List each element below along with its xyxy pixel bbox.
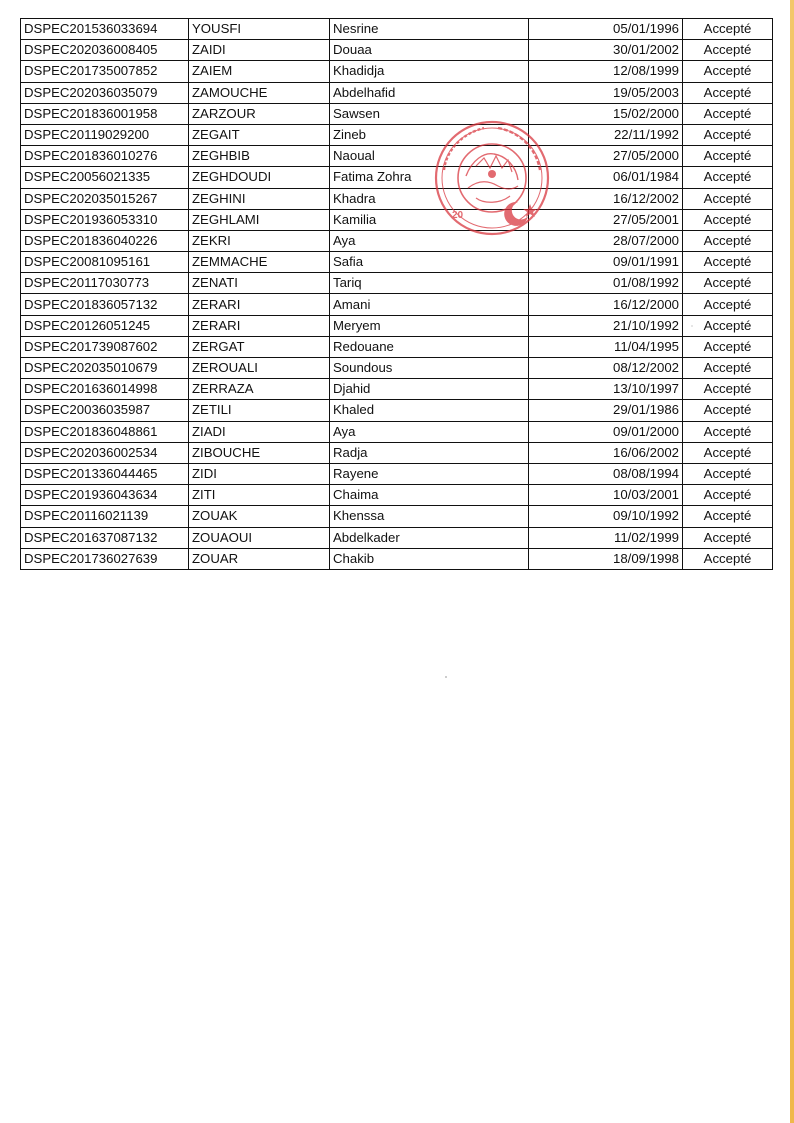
results-table-container (20, 18, 772, 570)
cell-first-name: Fatima Zohra (330, 167, 529, 188)
cell-last-name: ZOUAK (189, 506, 330, 527)
table-row (21, 82, 773, 103)
cell-id: DSPEC201936043634 (21, 485, 189, 506)
table-row (21, 209, 773, 230)
cell-birth-date: 16/06/2002 (529, 442, 683, 463)
cell-first-name: Zineb (330, 124, 529, 145)
cell-first-name: Sawsen (330, 103, 529, 124)
cell-first-name: Abdelkader (330, 527, 529, 548)
cell-last-name: ZERARI (189, 294, 330, 315)
cell-id: DSPEC201336044465 (21, 463, 189, 484)
cell-last-name: ZAIEM (189, 61, 330, 82)
cell-first-name: Djahid (330, 379, 529, 400)
cell-birth-date: 09/01/2000 (529, 421, 683, 442)
cell-id: DSPEC201836057132 (21, 294, 189, 315)
table-row (21, 61, 773, 82)
cell-id: DSPEC20126051245 (21, 315, 189, 336)
cell-status: Accepté (683, 527, 773, 548)
cell-birth-date: 19/05/2003 (529, 82, 683, 103)
cell-birth-date: 11/02/1999 (529, 527, 683, 548)
cell-first-name: Douaa (330, 40, 529, 61)
cell-id: DSPEC201739087602 (21, 336, 189, 357)
cell-status: Accepté (683, 252, 773, 273)
table-row (21, 294, 773, 315)
cell-last-name: ZAMOUCHE (189, 82, 330, 103)
table-row (21, 188, 773, 209)
cell-birth-date: 09/01/1991 (529, 252, 683, 273)
cell-first-name: Meryem (330, 315, 529, 336)
cell-status: Accepté (683, 358, 773, 379)
cell-id: DSPEC20116021139 (21, 506, 189, 527)
cell-birth-date: 30/01/2002 (529, 40, 683, 61)
cell-last-name: ZERARI (189, 315, 330, 336)
cell-status: Accepté (683, 146, 773, 167)
cell-birth-date: 10/03/2001 (529, 485, 683, 506)
table-row (21, 273, 773, 294)
table-row (21, 379, 773, 400)
cell-birth-date: 12/08/1999 (529, 61, 683, 82)
cell-first-name: Chakib (330, 548, 529, 569)
table-row (21, 230, 773, 251)
table-row (21, 40, 773, 61)
cell-first-name: Naoual (330, 146, 529, 167)
cell-id: DSPEC202036035079 (21, 82, 189, 103)
cell-first-name: Rayene (330, 463, 529, 484)
cell-id: DSPEC20081095161 (21, 252, 189, 273)
cell-id: DSPEC201735007852 (21, 61, 189, 82)
results-table-body (21, 19, 773, 570)
cell-id: DSPEC201636014998 (21, 379, 189, 400)
table-row (21, 252, 773, 273)
cell-status: Accepté (683, 294, 773, 315)
cell-last-name: ZEGHINI (189, 188, 330, 209)
cell-id: DSPEC201836001958 (21, 103, 189, 124)
cell-birth-date: 29/01/1986 (529, 400, 683, 421)
cell-first-name: Aya (330, 230, 529, 251)
cell-id: DSPEC20036035987 (21, 400, 189, 421)
scan-speck (691, 325, 693, 327)
cell-last-name: ZEROUALI (189, 358, 330, 379)
cell-id: DSPEC20117030773 (21, 273, 189, 294)
cell-status: Accepté (683, 40, 773, 61)
cell-last-name: ZOUAOUI (189, 527, 330, 548)
table-row (21, 527, 773, 548)
table-row (21, 146, 773, 167)
cell-status: Accepté (683, 188, 773, 209)
cell-last-name: ZEGHLAMI (189, 209, 330, 230)
cell-status: Accepté (683, 548, 773, 569)
cell-id: DSPEC201836048861 (21, 421, 189, 442)
cell-birth-date: 09/10/1992 (529, 506, 683, 527)
stamp-year-fragment: 20 (452, 210, 464, 221)
cell-id: DSPEC202036002534 (21, 442, 189, 463)
cell-birth-date: 08/12/2002 (529, 358, 683, 379)
cell-first-name: Khadidja (330, 61, 529, 82)
cell-last-name: ZIADI (189, 421, 330, 442)
cell-birth-date: 01/08/1992 (529, 273, 683, 294)
cell-status: Accepté (683, 442, 773, 463)
cell-birth-date: 05/01/1996 (529, 19, 683, 40)
table-row (21, 548, 773, 569)
cell-last-name: ZERRAZA (189, 379, 330, 400)
cell-id: DSPEC202035015267 (21, 188, 189, 209)
cell-status: Accepté (683, 124, 773, 145)
cell-id: DSPEC201936053310 (21, 209, 189, 230)
table-row (21, 167, 773, 188)
table-row (21, 315, 773, 336)
cell-last-name: ZARZOUR (189, 103, 330, 124)
cell-status: Accepté (683, 273, 773, 294)
cell-first-name: Amani (330, 294, 529, 315)
cell-id: DSPEC201836010276 (21, 146, 189, 167)
cell-first-name: Kamilia (330, 209, 529, 230)
cell-last-name: ZETILI (189, 400, 330, 421)
cell-id: DSPEC201637087132 (21, 527, 189, 548)
cell-status: Accepté (683, 463, 773, 484)
cell-birth-date: 11/04/1995 (529, 336, 683, 357)
cell-last-name: ZIDI (189, 463, 330, 484)
cell-status: Accepté (683, 103, 773, 124)
cell-birth-date: 27/05/2000 (529, 146, 683, 167)
cell-first-name: Aya (330, 421, 529, 442)
cell-status: Accepté (683, 167, 773, 188)
cell-birth-date: 21/10/1992 (529, 315, 683, 336)
cell-first-name: Safia (330, 252, 529, 273)
cell-id: DSPEC20056021335 (21, 167, 189, 188)
cell-first-name: Radja (330, 442, 529, 463)
cell-first-name: Redouane (330, 336, 529, 357)
cell-id: DSPEC20119029200 (21, 124, 189, 145)
cell-birth-date: 27/05/2001 (529, 209, 683, 230)
page-edge-strip (790, 0, 794, 1123)
table-row (21, 358, 773, 379)
table-row (21, 442, 773, 463)
table-row (21, 124, 773, 145)
cell-id: DSPEC202035010679 (21, 358, 189, 379)
cell-birth-date: 15/02/2000 (529, 103, 683, 124)
table-row (21, 400, 773, 421)
table-row (21, 506, 773, 527)
cell-last-name: ZERGAT (189, 336, 330, 357)
table-row (21, 19, 773, 40)
cell-status: Accepté (683, 485, 773, 506)
table-row (21, 485, 773, 506)
cell-last-name: ZITI (189, 485, 330, 506)
table-row (21, 421, 773, 442)
cell-last-name: YOUSFI (189, 19, 330, 40)
cell-id: DSPEC201536033694 (21, 19, 189, 40)
cell-first-name: Tariq (330, 273, 529, 294)
cell-status: Accepté (683, 209, 773, 230)
cell-status: Accepté (683, 400, 773, 421)
cell-status: Accepté (683, 230, 773, 251)
cell-status: Accepté (683, 379, 773, 400)
cell-birth-date: 06/01/1984 (529, 167, 683, 188)
cell-last-name: ZAIDI (189, 40, 330, 61)
table-row (21, 463, 773, 484)
cell-first-name: Khenssa (330, 506, 529, 527)
cell-status: Accepté (683, 315, 773, 336)
cell-first-name: Khaled (330, 400, 529, 421)
cell-status: Accepté (683, 336, 773, 357)
cell-last-name: ZOUAR (189, 548, 330, 569)
cell-status: Accepté (683, 506, 773, 527)
cell-birth-date: 18/09/1998 (529, 548, 683, 569)
results-table (20, 18, 773, 570)
cell-first-name: Abdelhafid (330, 82, 529, 103)
cell-last-name: ZEGHBIB (189, 146, 330, 167)
cell-first-name: Nesrine (330, 19, 529, 40)
cell-last-name: ZENATI (189, 273, 330, 294)
cell-status: Accepté (683, 61, 773, 82)
cell-id: DSPEC201836040226 (21, 230, 189, 251)
cell-last-name: ZEKRI (189, 230, 330, 251)
cell-birth-date: 16/12/2000 (529, 294, 683, 315)
cell-id: DSPEC201736027639 (21, 548, 189, 569)
table-row (21, 336, 773, 357)
cell-first-name: Khadra (330, 188, 529, 209)
cell-last-name: ZEGHDOUDI (189, 167, 330, 188)
cell-status: Accepté (683, 19, 773, 40)
cell-birth-date: 22/11/1992 (529, 124, 683, 145)
cell-id: DSPEC202036008405 (21, 40, 189, 61)
cell-birth-date: 28/07/2000 (529, 230, 683, 251)
cell-status: Accepté (683, 82, 773, 103)
table-row (21, 103, 773, 124)
cell-first-name: Chaima (330, 485, 529, 506)
cell-birth-date: 08/08/1994 (529, 463, 683, 484)
cell-birth-date: 16/12/2002 (529, 188, 683, 209)
cell-birth-date: 13/10/1997 (529, 379, 683, 400)
scan-speck (445, 676, 447, 678)
cell-last-name: ZIBOUCHE (189, 442, 330, 463)
cell-last-name: ZEGAIT (189, 124, 330, 145)
cell-status: Accepté (683, 421, 773, 442)
cell-last-name: ZEMMACHE (189, 252, 330, 273)
cell-first-name: Soundous (330, 358, 529, 379)
